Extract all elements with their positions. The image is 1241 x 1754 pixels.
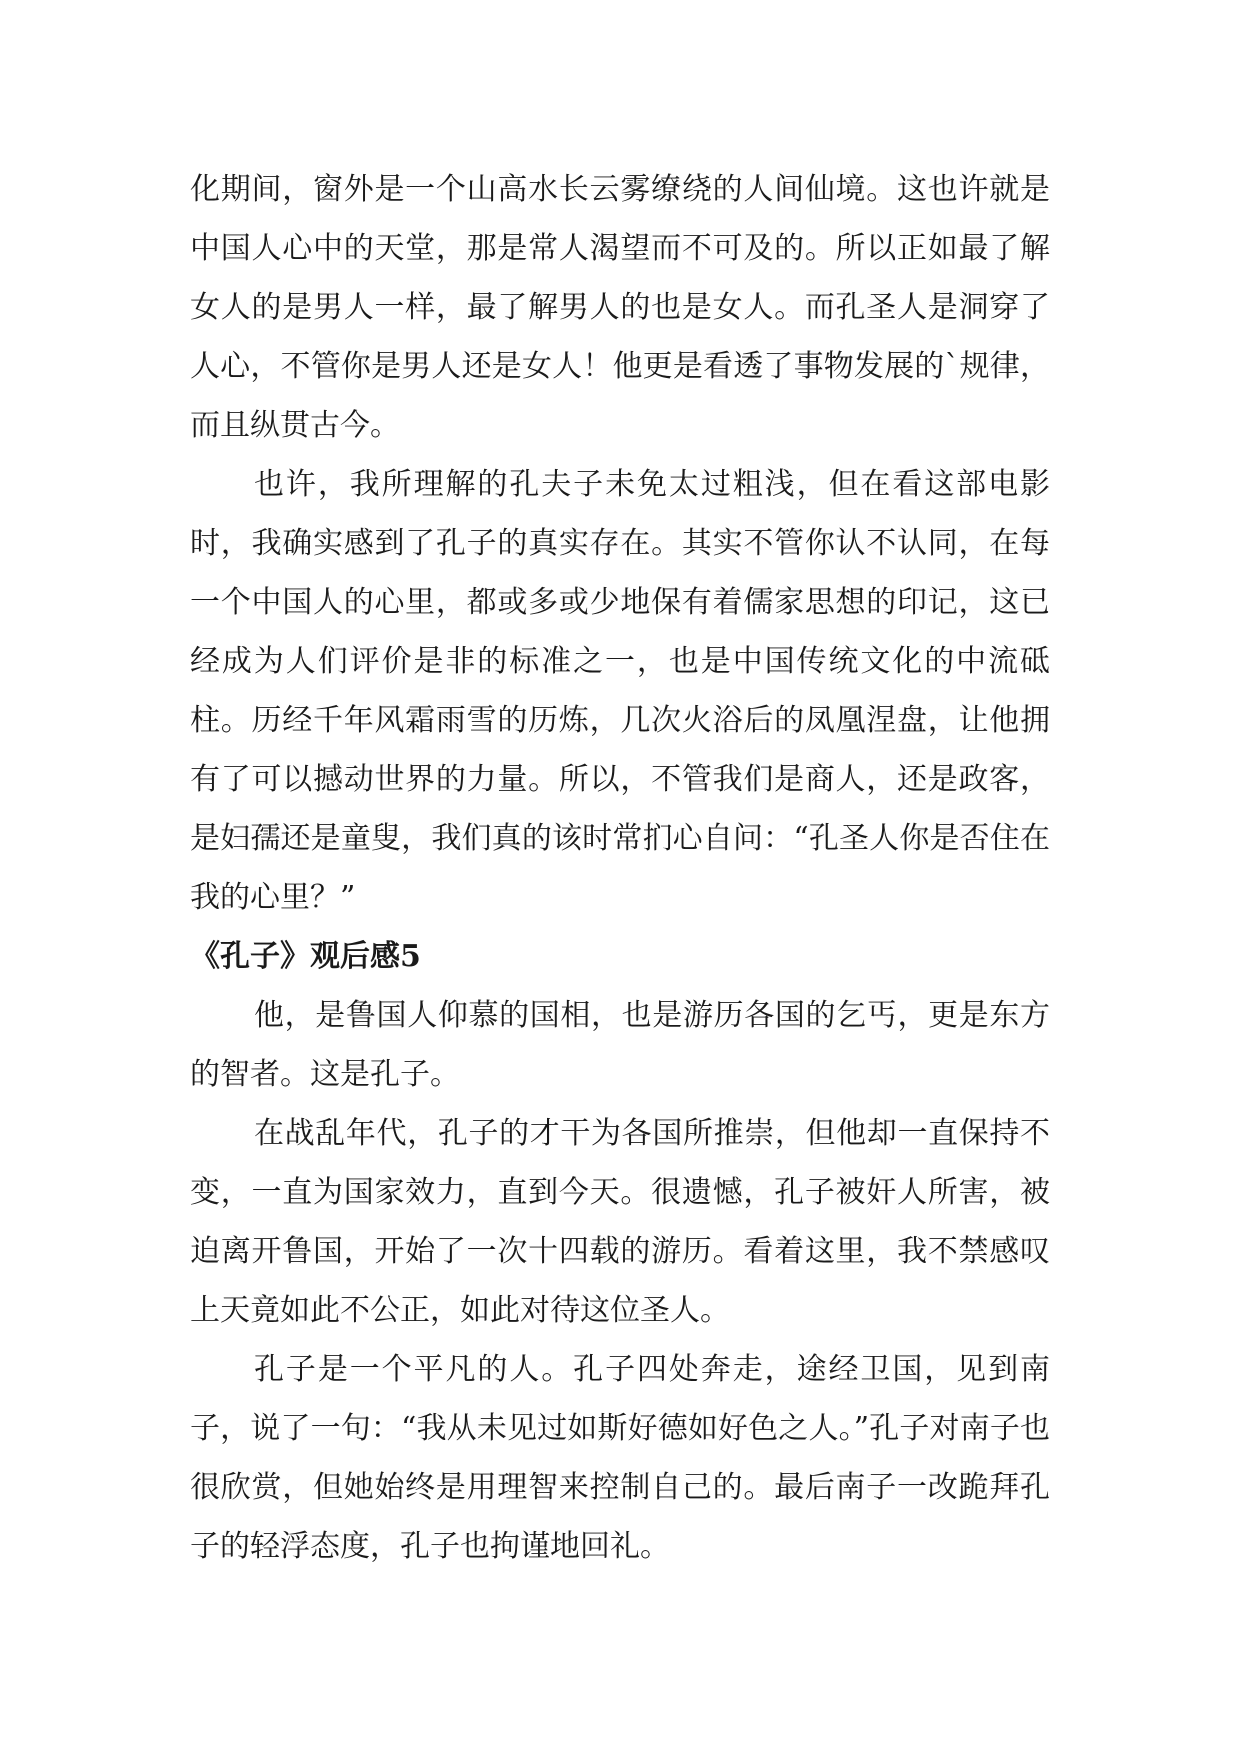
paragraph-continued: 化期间，窗外是一个山高水长云雾缭绕的人间仙境。这也许就是中国人心中的天堂，那是常人渴望而不可及的。所以正如最了解女人的是男人一样，最了解男人的也是女人。而孔圣人是洞穿了人心，不管你是男人还是女人！他更是看透了事物发展的`规律，而且纵贯古今。 [190, 172, 1050, 443]
paragraph-war-era: 在战乱年代，孔子的才干为各国所推崇，但他却一直保持不变，一直为国家效力，直到今天。很遗憾，孔子被奸人所害，被迫离开鲁国，开始了一次十四载的游历。看着这里，我不禁感叹上天竟如此不公正，如此对待这位圣人。 [190, 1116, 1050, 1328]
paragraph-intro: 他，是鲁国人仰慕的国相，也是游历各国的乞丐，更是东方的智者。这是孔子。 [190, 998, 1050, 1092]
paragraph-reflection: 也许，我所理解的孔夫子未免太过粗浅，但在看这部电影时，我确实感到了孔子的真实存在。其实不管你认不认同，在每一个中国人的心里，都或多或少地保有着儒家思想的印记，这已经成为人们评价是非的标准之一，也是中国传统文化的中流砥柱。历经千年风霜雨雪的历炼，几次火浴后的凤凰涅盘，让他拥有了可以撼动世界的力量。所以，不管我们是商人，还是政客，是妇孺还是童叟，我们真的该时常扪心自问：“孔圣人你是否住在我的心里？” [190, 467, 1050, 915]
section-heading: 《孔子》观后感5 [190, 939, 421, 974]
document-body [190, 160, 1050, 1576]
paragraph-nanzi: 孔子是一个平凡的人。孔子四处奔走，途经卫国，见到南子，说了一句：“我从未见过如斯好德如好色之人。”孔子对南子也很欣赏，但她始终是用理智来控制自己的。最后南子一改跪拜孔子的轻浮态度，孔子也拘谨地回礼。 [190, 1352, 1050, 1564]
